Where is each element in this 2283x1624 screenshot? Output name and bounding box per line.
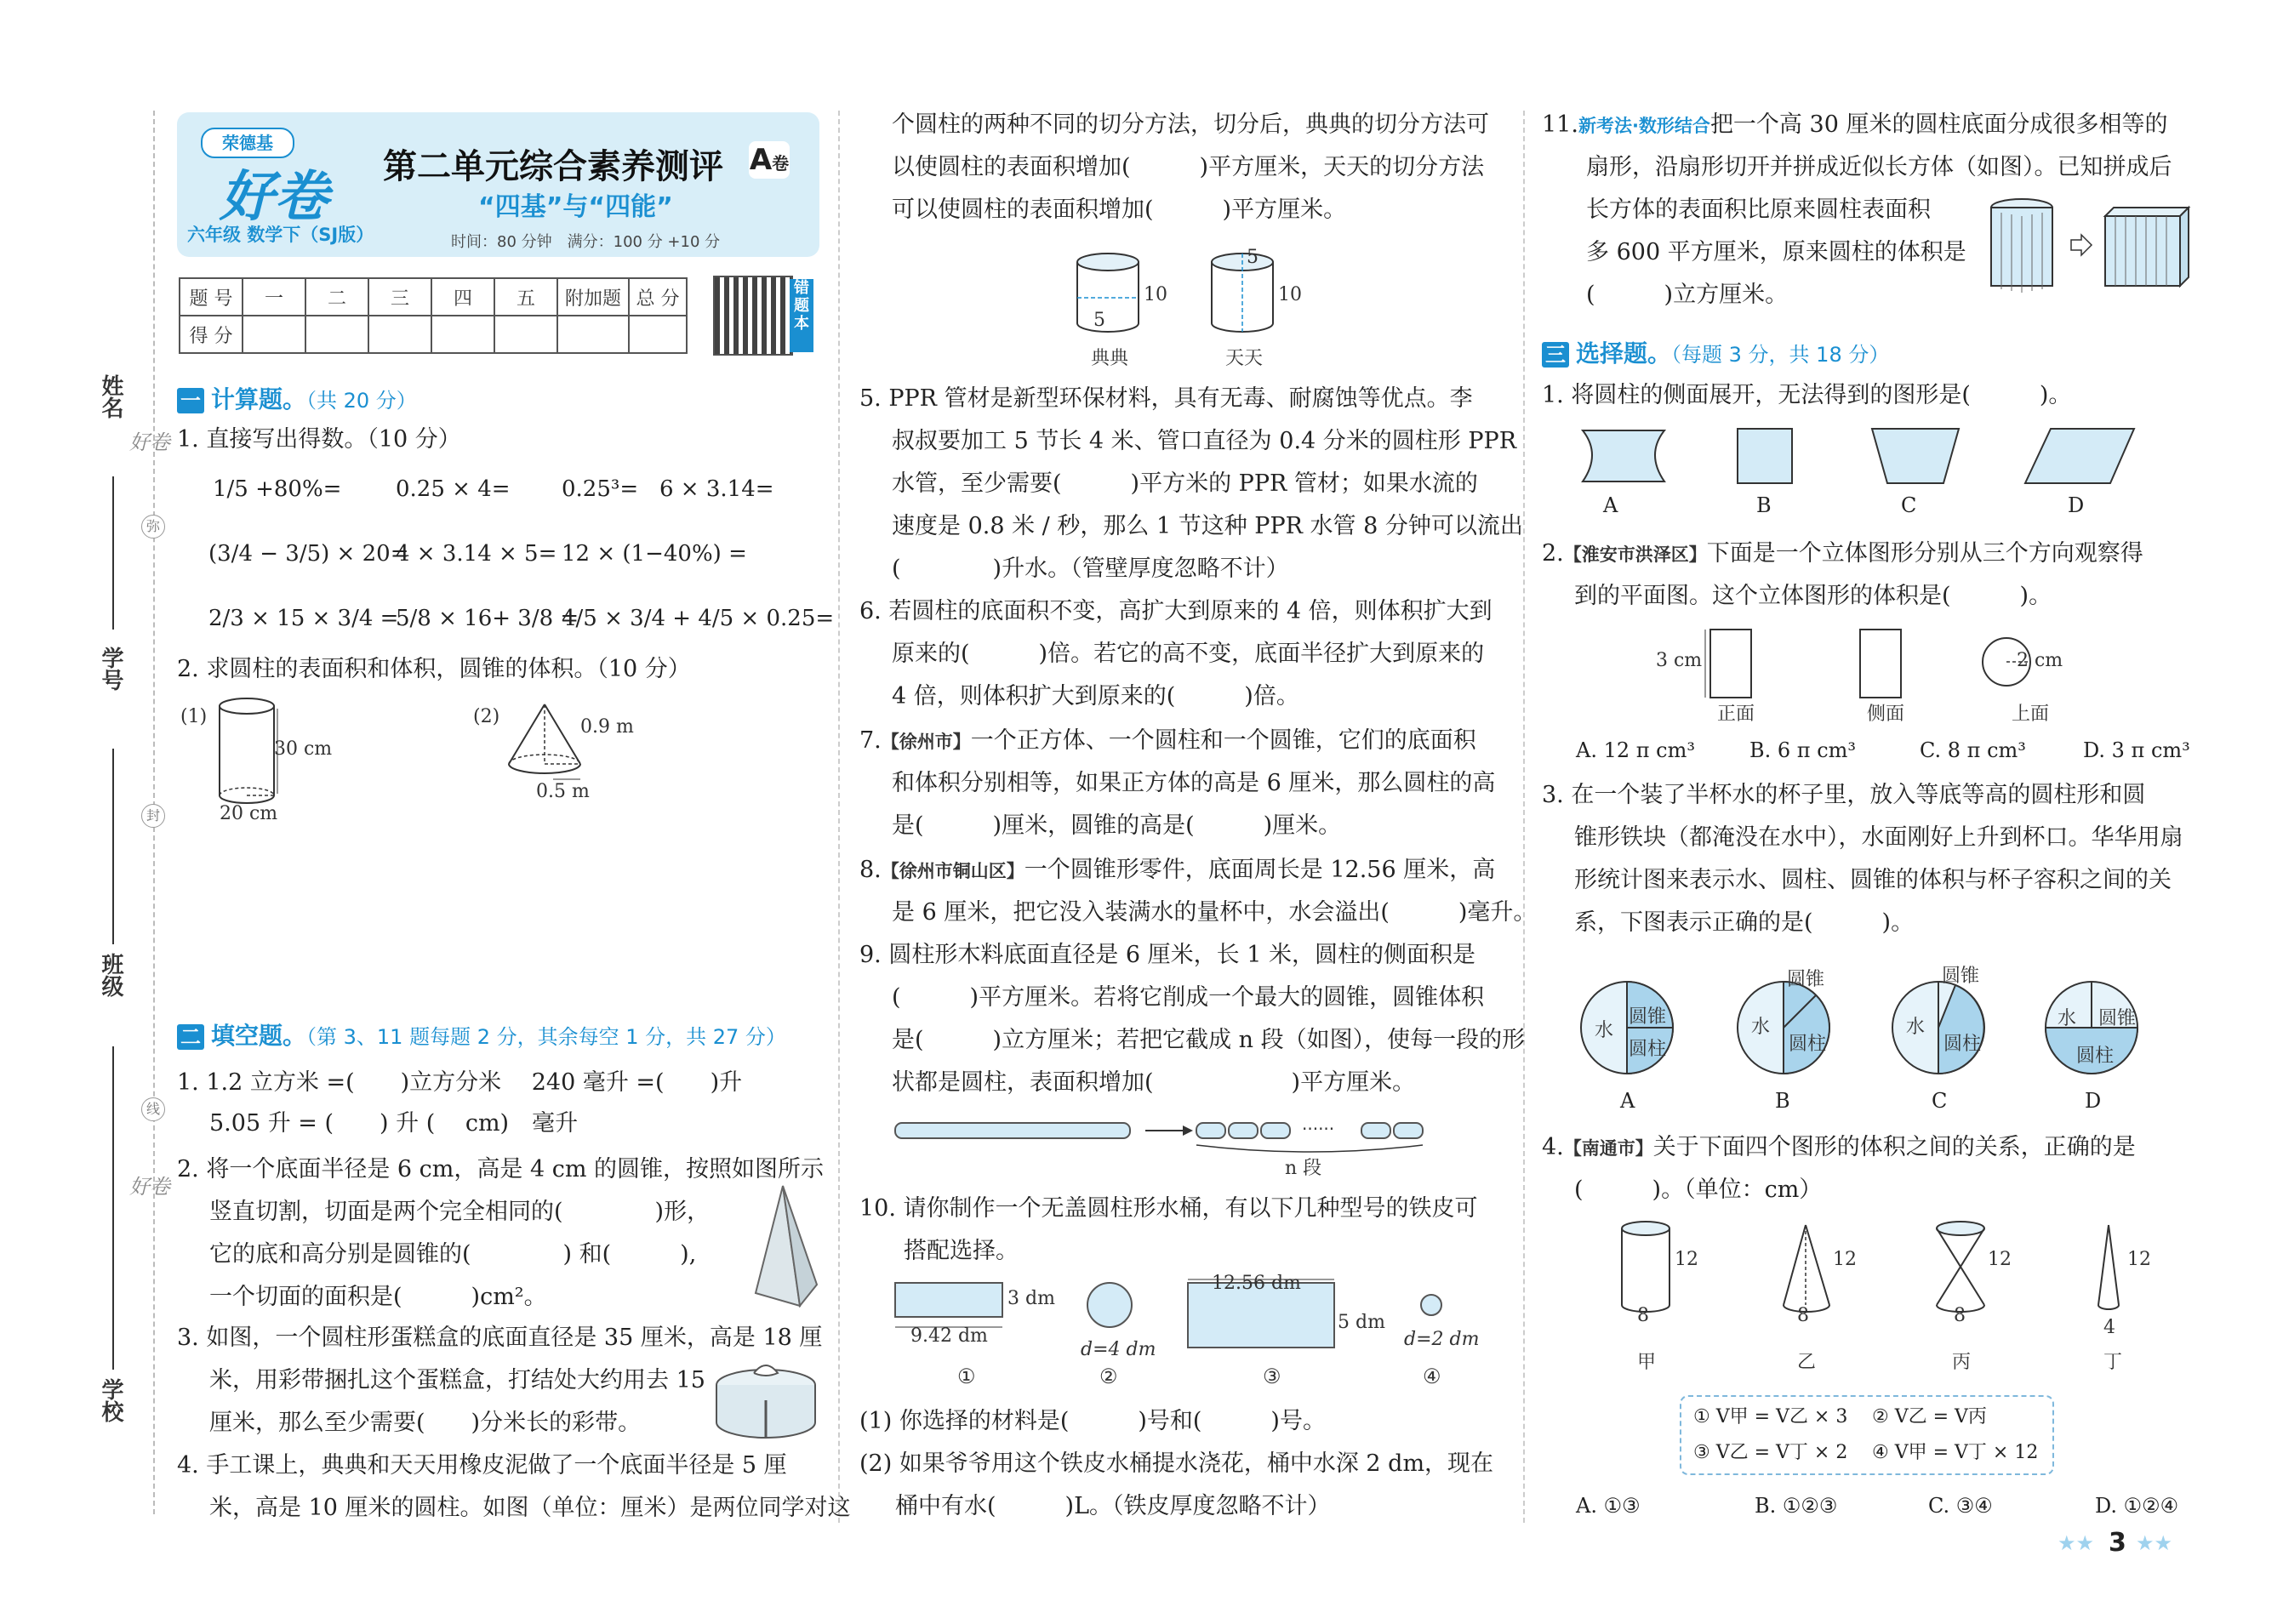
- q7-line2: 和体积分别相等，如果正方体的高是 6 厘米，那么圆柱的高: [892, 770, 1496, 796]
- view-side-label: 侧面: [1867, 704, 1905, 725]
- q7-line1: [859, 720, 1476, 763]
- formula-1: ① V甲 = V乙 × 3: [1693, 1406, 1848, 1427]
- score-cell[interactable]: [629, 316, 687, 353]
- pie-d-water: 水: [2058, 1008, 2077, 1029]
- formula-3: ③ V乙 = V丁 × 2: [1693, 1442, 1848, 1463]
- q6-line1: 6. 若圆柱的底面积不变，高扩大到原来的 4 倍，则体积扩大到: [859, 598, 1493, 624]
- seal-mark-feng: 封: [141, 804, 165, 828]
- cone-figure: [502, 698, 630, 791]
- material-label: ④: [1423, 1365, 1441, 1388]
- c2-option-c[interactable]: C. 8 π cm³: [1920, 738, 2026, 762]
- footer-stars-left: ★★: [2058, 1531, 2095, 1555]
- cylinder-diameter-label: 20 cm: [220, 803, 278, 824]
- q7-number: 7.: [859, 727, 882, 754]
- pie-d-cylinder: 圆柱: [2076, 1046, 2115, 1067]
- bing-diameter: 8: [1954, 1305, 1966, 1326]
- c1-option-a[interactable]: A: [1603, 493, 1618, 517]
- margin-logo-bottom: 好卷: [129, 1175, 170, 1199]
- q8-line2: 是 6 厘米，把它没入装满水的量杯中，水会溢出( )毫升。: [892, 899, 1537, 926]
- badge-suffix: 卷: [772, 153, 790, 174]
- q2-4-line3: 个圆柱的两种不同的切分方法，切分后，典典的切分方法可: [892, 111, 1489, 138]
- material1-width: 9.42 dm: [910, 1325, 988, 1347]
- q5-line2: 叔叔要加工 5 节长 4 米、管口直径为 0.4 分米的圆柱形 PPR: [892, 428, 1517, 454]
- student-id-label: 学号: [98, 647, 123, 691]
- q8-region-tag: 【徐州市铜山区】: [881, 861, 1024, 881]
- c3-option-b[interactable]: B: [1775, 1089, 1790, 1113]
- c3-option-a[interactable]: A: [1620, 1089, 1635, 1113]
- q7-region-tag: 【徐州市】: [881, 732, 971, 752]
- c2-region-tag: 【淮安市洪泽区】: [1563, 544, 1707, 565]
- calc-item: 5/8 × 16+ 3/8 =: [396, 606, 579, 631]
- pie-c-cone: 圆锥: [1942, 966, 1980, 987]
- pie-d-cone: 圆锥: [2098, 1008, 2137, 1029]
- q2-1-line1: 1. 1.2 立方米 =( )立方分米 240 毫升 =( )升: [177, 1069, 743, 1096]
- svg-text:······: ······: [1302, 1119, 1335, 1139]
- c4-option-d[interactable]: D. ①②④: [2095, 1494, 2179, 1518]
- score-header-cell: 一: [243, 278, 305, 316]
- section-3-heading: [1542, 335, 1889, 369]
- sheet-materials-figure: [893, 1276, 1489, 1361]
- page-title: 第二单元综合素养测评: [383, 147, 723, 186]
- q5-line1: 5. PPR 管材是新型环保材料，具有无毒、耐腐蚀等优点。李: [859, 385, 1473, 412]
- school-label: 学校: [98, 1378, 123, 1422]
- material4-diameter: d=2 dm: [1404, 1329, 1480, 1350]
- formula-4: ④ V甲 = V丁 × 12: [1872, 1442, 2039, 1463]
- c4-line1: [1542, 1126, 2136, 1170]
- q10-2-line1: (2) 如果爷爷用这个铁皮水桶提水浇花，桶中水深 2 dm，现在: [859, 1450, 1494, 1477]
- q2-2-line3: 它的底和高分别是圆锥的( ) 和( ),: [209, 1241, 697, 1268]
- pie-c-cylinder: 圆柱: [1943, 1034, 1982, 1055]
- material2-diameter: d=4 dm: [1081, 1339, 1156, 1360]
- c3-line3: 形统计图来表示水、圆柱、圆锥的体积与杯子容积之间的关: [1574, 867, 2172, 893]
- seal-mark-xian: 线: [141, 1097, 165, 1121]
- c4-option-a[interactable]: A. ①③: [1576, 1494, 1641, 1518]
- solid-name-jia: 甲: [1637, 1352, 1657, 1373]
- wrong-book-tag: 错题本: [790, 279, 813, 352]
- q1-2-text: 2. 求圆柱的表面积和体积，圆锥的体积。（10 分）: [177, 656, 691, 682]
- pie-b-water: 水: [1751, 1017, 1771, 1038]
- score-header-cell: 总 分: [629, 278, 687, 316]
- material-label: ①: [957, 1365, 976, 1388]
- calc-item: 2/3 × 15 × 3/4 =: [208, 606, 399, 631]
- cut-cone-figure: [749, 1182, 825, 1310]
- c1-option-c[interactable]: C: [1901, 493, 1917, 517]
- c2-option-a[interactable]: A. 12 π cm³: [1576, 738, 1695, 762]
- three-views-figure: [1702, 626, 2059, 703]
- cake-box-figure: [711, 1353, 822, 1446]
- subtitle: “四基”与“四能”: [478, 192, 673, 222]
- q7-text: 一个正方体、一个圆柱和一个圆锥，它们的底面积: [970, 727, 1476, 754]
- footer-stars-right: ★★: [2136, 1531, 2173, 1555]
- cyl-a-radius: 5: [1093, 310, 1105, 331]
- q11-new-method-tag: 新考法·数形结合: [1578, 116, 1710, 136]
- name-blank-line: [112, 476, 114, 630]
- q11-line1: [1542, 104, 2167, 147]
- score-cell[interactable]: [368, 316, 431, 353]
- score-header-cell: 题 号: [180, 278, 243, 316]
- c3-line1: 3. 在一个装了半杯水的杯子里，放入等底等高的圆柱形和圆: [1542, 782, 2146, 808]
- q7-line3: 是( )厘米，圆锥的高是( )厘米。: [892, 812, 1342, 839]
- q6-line2: 原来的( )倍。若它的高不变，底面半径扩大到原来的: [892, 641, 1485, 667]
- c4-option-c[interactable]: C. ③④: [1928, 1494, 1993, 1518]
- fig-label: (1): [180, 706, 208, 727]
- material-label: ③: [1263, 1365, 1281, 1388]
- q2-4-line5: 可以使圆柱的表面积增加( )平方厘米。: [892, 197, 1347, 223]
- pie-b-cylinder: 圆柱: [1789, 1034, 1827, 1055]
- yi-diameter: 8: [1797, 1305, 1809, 1326]
- q2-4-line4: 以使圆柱的表面积增加( )平方厘米，天天的切分方法: [892, 154, 1485, 180]
- score-header-cell: 四: [431, 278, 494, 316]
- view-front-label: 正面: [1717, 704, 1755, 725]
- c2-line1: [1542, 533, 2143, 576]
- score-cell[interactable]: [305, 316, 368, 353]
- c3-line4: 系，下图表示正确的是( )。: [1574, 909, 1915, 936]
- calc-item: 1/5 +80%=: [213, 476, 342, 502]
- q10-2-line2: 桶中有水( )L。（铁皮厚度忽略不计）: [895, 1493, 1331, 1519]
- fig-label: (2): [473, 706, 500, 727]
- solid-name-yi: 乙: [1797, 1352, 1817, 1373]
- c4-region-tag: 【南通市】: [1563, 1138, 1653, 1159]
- c2-text: 下面是一个立体图形分别从三个方向观察得: [1706, 540, 2143, 567]
- q2-1-line2: 5.05 升 = ( ) 升 ( cm) 毫升: [209, 1110, 579, 1137]
- c2-number: 2.: [1542, 540, 1564, 567]
- c4-line2: ( )。（单位：cm）: [1574, 1177, 1823, 1203]
- pie-b-cone: 圆锥: [1787, 969, 1825, 990]
- time-info: 时间：80 分钟 满分：100 分 +10 分: [451, 233, 721, 251]
- q2-4-line2: 米，高是 10 厘米的圆柱。如图（单位：厘米）是两位同学对这: [209, 1495, 851, 1521]
- q1-1-text: 1. 直接写出得数。（10 分）: [177, 426, 461, 453]
- q11-number: 11.: [1542, 111, 1578, 138]
- score-header-cell: 三: [368, 278, 431, 316]
- score-cell[interactable]: [557, 316, 629, 353]
- c2-option-d[interactable]: D. 3 π cm³: [2083, 738, 2190, 762]
- c4-text: 关于下面四个图形的体积之间的关系，正确的是: [1652, 1134, 2136, 1160]
- c1-option-b[interactable]: B: [1756, 493, 1772, 517]
- caption-tiantian: 天天: [1225, 348, 1264, 369]
- c2-line2: 到的平面图。这个立体图形的体积是( )。: [1574, 583, 2052, 609]
- c3-option-c[interactable]: C: [1932, 1089, 1948, 1113]
- cyl-b-radius: 5: [1247, 247, 1259, 268]
- jia-height: 12: [1675, 1249, 1698, 1270]
- solid-name-bing: 丙: [1952, 1352, 1972, 1373]
- q11-line3: 长方体的表面积比原来圆柱表面积: [1586, 197, 1931, 223]
- q2-2-line1: 2. 将一个底面半径是 6 cm，高是 4 cm 的圆锥，按照如图所示: [177, 1156, 825, 1182]
- q2-3-line2: 米，用彩带捆扎这个蛋糕盒，打结处大约用去 15: [209, 1367, 705, 1393]
- score-table: [179, 277, 688, 354]
- q10-line2: 搭配选择。: [904, 1238, 1019, 1264]
- q2-3-line3: 厘米，那么至少需要( )分米长的彩带。: [209, 1410, 642, 1436]
- log-n-segments-label: n 段: [1285, 1158, 1322, 1179]
- yi-height: 12: [1833, 1249, 1857, 1270]
- jia-diameter: 8: [1637, 1305, 1649, 1326]
- calc-item: 12 × (1−40%) =: [562, 541, 747, 567]
- class-blank-line: [112, 1046, 114, 1370]
- c2-option-b[interactable]: B. 6 π cm³: [1749, 738, 1857, 762]
- qr-code: [713, 276, 793, 356]
- q10-1: (1) 你选择的材料是( )号和( )号。: [859, 1408, 1326, 1434]
- q11-text: 把一个高 30 厘米的圆柱底面分成很多相等的: [1709, 111, 2168, 138]
- score-cell[interactable]: [431, 316, 494, 353]
- calc-item: 0.25³=: [562, 476, 639, 502]
- score-header-cell: 五: [494, 278, 557, 316]
- q8-number: 8.: [859, 857, 882, 883]
- column-divider-2: [1523, 111, 1525, 1523]
- q9-line4: 状都是圆柱，表面积增加( )平方厘米。: [892, 1069, 1416, 1096]
- column-divider-1: [838, 111, 840, 1523]
- bing-height: 12: [1988, 1249, 2012, 1270]
- q2-2-line2: 竖直切割，切面是两个完全相同的( )形，: [209, 1199, 711, 1225]
- calc-item: 0.25 × 4=: [396, 476, 511, 502]
- name-label: 姓名: [98, 374, 123, 419]
- score-header-cell: 附加题: [557, 278, 629, 316]
- c4-option-b[interactable]: B. ①②③: [1755, 1494, 1838, 1518]
- q9-line1: 9. 圆柱形木料底面直径是 6 厘米，长 1 米，圆柱的侧面积是: [859, 942, 1476, 968]
- material3-height: 5 dm: [1338, 1312, 1385, 1333]
- q10-line1: 10. 请你制作一个无盖圆柱形水桶，有以下几种型号的铁皮可: [859, 1195, 1478, 1222]
- q8-line1: [859, 849, 1495, 892]
- cone-height-label: 0.9 m: [580, 716, 634, 738]
- brand-logo: 好卷: [220, 166, 328, 229]
- cone-radius-label: 0.5 m: [536, 781, 590, 802]
- view-top-label: 上面: [2012, 704, 2050, 725]
- q2-2-line4: 一个切面的面积是( )cm²。: [209, 1284, 547, 1310]
- score-cell[interactable]: [494, 316, 557, 353]
- cyl-a-height: 10: [1144, 284, 1167, 305]
- ding-height: 12: [2127, 1249, 2151, 1270]
- pie-a-water: 水: [1595, 1020, 1614, 1041]
- c3-line2: 锥形铁块（都淹没在水中），水面刚好上升到杯口。华华用扇: [1574, 824, 2183, 851]
- ding-diameter: 4: [2103, 1317, 2115, 1338]
- q5-line3: 水管，至少需要( )平方米的 PPR 管材；如果水流的: [892, 470, 1478, 497]
- solid-name-ding: 丁: [2103, 1352, 2123, 1373]
- calc-item: 4/5 × 3/4 + 4/5 × 0.25=: [562, 606, 835, 631]
- c4-number: 4.: [1542, 1134, 1564, 1160]
- c3-option-d[interactable]: D: [2085, 1089, 2102, 1113]
- c1-shapes-figure: [1572, 425, 2168, 487]
- grade-label: 六年级 数学下（SJ版）: [187, 225, 374, 245]
- cyl-b-height: 10: [1278, 284, 1302, 305]
- cylinder-height-label: 30 cm: [274, 738, 333, 760]
- log-cut-figure: [893, 1114, 1438, 1165]
- material3-width: 12.56 dm: [1212, 1273, 1301, 1294]
- material-label: ②: [1099, 1365, 1118, 1388]
- q9-line2: ( )平方厘米。若将它削成一个最大的圆锥，圆锥体积: [892, 984, 1485, 1011]
- section-3-number: 三: [1542, 342, 1569, 368]
- section-2-number: 二: [177, 1024, 204, 1050]
- view-radius-label: 2 cm: [2017, 650, 2063, 671]
- cylinder-to-cuboid-figure: [1988, 196, 2192, 298]
- q5-line4: 速度是 0.8 米 / 秒，那么 1 节这种 PPR 水管 8 分钟可以流出: [892, 513, 1523, 539]
- section-1-title: 计算题。: [211, 385, 307, 413]
- q6-line3: 4 倍，则体积扩大到原来的( )倍。: [892, 683, 1299, 709]
- q11-line4: 多 600 平方厘米，原来圆柱的体积是: [1586, 239, 1966, 265]
- section-3-title: 选择题。: [1576, 339, 1672, 368]
- formula-2: ② V乙 = V丙: [1872, 1406, 1987, 1427]
- calc-item: 4 × 3.14 × 5=: [396, 541, 557, 567]
- material1-height: 3 dm: [1007, 1288, 1055, 1309]
- q11-line2: 扇形，沿扇形切开并拼成近似长方体（如图）。已知拼成后: [1586, 154, 2172, 180]
- section-2-note: （第 3、11 题每题 2 分，其余每空 1 分，共 27 分）: [306, 1025, 786, 1049]
- page-number: 3: [2109, 1528, 2126, 1558]
- section-2-heading: [177, 1017, 786, 1051]
- q2-4-line1: 4. 手工课上，典典和天天用橡皮泥做了一个底面半径是 5 厘: [177, 1452, 787, 1479]
- q2-3-line1: 3. 如图，一个圆柱形蛋糕盒的底面直径是 35 厘米，高是 18 厘: [177, 1325, 823, 1351]
- score-header-cell: 二: [305, 278, 368, 316]
- brand-tag: 荣德基: [201, 128, 294, 158]
- c4-solids-figure: [1617, 1218, 2161, 1337]
- seal-mark-mi: 弥: [141, 515, 165, 538]
- section-2-title: 填空题。: [211, 1022, 307, 1050]
- q5-line5: ( )升水。（管壁厚度忽略不计）: [892, 556, 1289, 582]
- calc-item: 6 × 3.14=: [659, 476, 774, 502]
- section-1-heading: [177, 381, 417, 415]
- score-cell[interactable]: [243, 316, 305, 353]
- student-id-blank-line: [112, 749, 114, 944]
- pie-a-cone: 圆锥: [1629, 1006, 1667, 1028]
- section-1-number: 一: [177, 388, 204, 413]
- pie-c-water: 水: [1906, 1017, 1926, 1038]
- c1-text: 1. 将圆柱的侧面展开，无法得到的图形是( )。: [1542, 382, 2072, 408]
- c1-option-d[interactable]: D: [2068, 493, 2085, 517]
- class-label: 班级: [98, 953, 123, 997]
- view-height-label: 3 cm: [1656, 650, 1703, 671]
- calc-item: (3/4 − 3/5) × 20=: [208, 541, 409, 567]
- caption-diandian: 典典: [1091, 348, 1129, 369]
- version-badge: [749, 141, 790, 179]
- margin-logo-top: 好卷: [129, 430, 170, 454]
- q11-line5: ( )立方厘米。: [1586, 282, 1789, 308]
- q9-line3: 是( )立方厘米；若把它截成 n 段（如图），使每一段的形: [892, 1027, 1526, 1053]
- badge-letter: A: [749, 143, 773, 177]
- section-1-note: （共 20 分）: [306, 389, 417, 413]
- score-row-label: 得 分: [180, 316, 243, 353]
- q8-text: 一个圆锥形零件，底面周长是 12.56 厘米，高: [1024, 857, 1496, 883]
- section-3-note: （每题 3 分，共 18 分）: [1671, 343, 1890, 367]
- pie-a-cylinder: 圆柱: [1629, 1039, 1667, 1060]
